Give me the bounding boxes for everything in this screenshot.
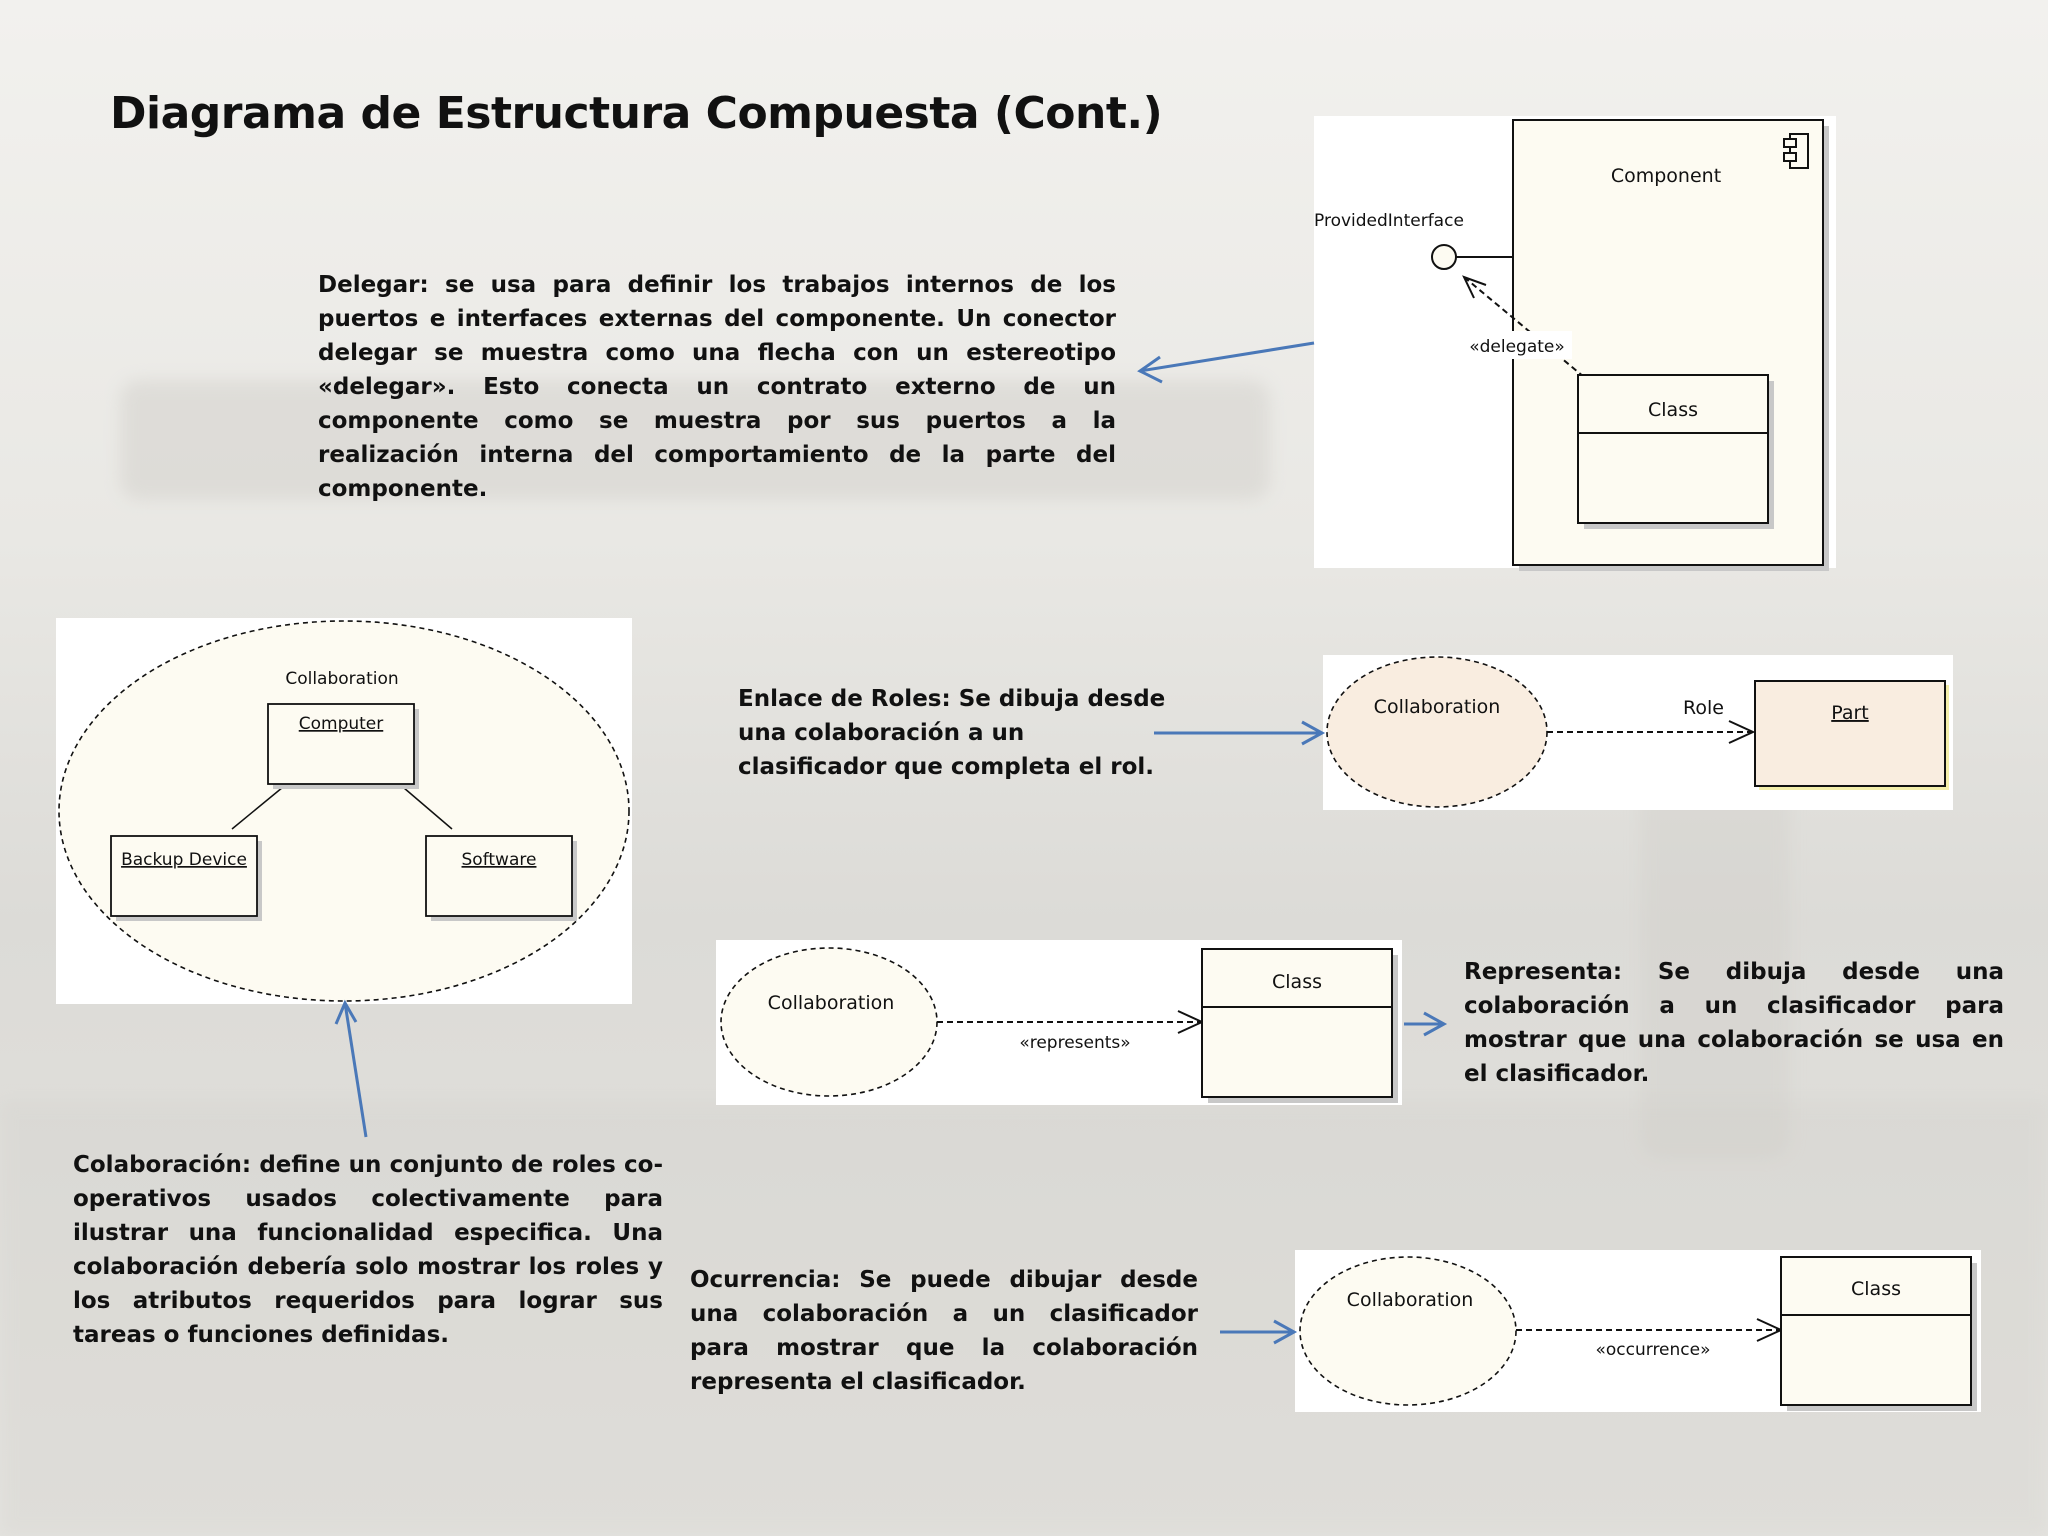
delegar-description: Delegar: se usa para definir los trabajos internos de los puertos e interfaces externas del componente. Un conector delegar se muestra como una flecha con un estereotipo «delegar». Esto conecta un contrato externo de un componente como se muestra por sus puertos a la realización interna del comportamiento de la parte del componente.	[318, 272, 1116, 502]
colaboracion-description: Colaboración: define un conjunto de roles co-operativos usados colectivamente para ilustrar una funcionalidad especifica. Una colaboración debería solo mostrar los roles y los atributos requeridos para lograr sus tareas o funciones definidas.	[73, 1152, 663, 1348]
class-label: Class	[1648, 399, 1698, 421]
role-binding-diagram	[1323, 655, 1953, 810]
represents-diagram	[716, 940, 1402, 1105]
part-label: Part	[1831, 702, 1869, 724]
component-label: Component	[1610, 165, 1722, 187]
collab-label: Collaboration	[1346, 1289, 1474, 1311]
page-title: Diagrama de Estructura Compuesta (Cont.)	[110, 88, 1163, 139]
representa-description: Representa: Se dibuja desde una colaboración a un clasificador para mostrar que una colaboración se usa en el clasificador.	[1464, 959, 2004, 1087]
svg-text:Software: Software	[461, 850, 537, 870]
part-software	[426, 836, 577, 921]
svg-text:Computer: Computer	[298, 714, 384, 734]
occurrence-stereotype: «occurrence»	[1595, 1340, 1711, 1360]
collaboration-diagram	[56, 618, 632, 1004]
represents-stereotype: «represents»	[1019, 1033, 1131, 1053]
svg-text:Backup Device: Backup Device	[121, 850, 247, 870]
class-box	[1578, 375, 1768, 523]
class-label: Class	[1851, 1278, 1901, 1300]
enlace-roles-description: Enlace de Roles: Se dibuja desde una colaboración a un clasificador que completa el rol.	[738, 686, 1166, 780]
collab-label: Collaboration	[1373, 696, 1501, 718]
occurrence-diagram	[1295, 1250, 1981, 1412]
collaboration-label: Collaboration	[285, 669, 399, 689]
class-label: Class	[1272, 971, 1322, 993]
ocurrencia-description: Ocurrencia: Se puede dibujar desde una colaboración a un clasificador para mostrar que la colaboración representa el clasificador.	[690, 1267, 1198, 1395]
delegate-diagram	[1314, 116, 1836, 568]
role-label: Role	[1683, 697, 1724, 719]
part-computer	[268, 704, 419, 789]
provided-interface-icon	[1432, 245, 1456, 269]
provided-interface-label: ProvidedInterface	[1314, 211, 1464, 231]
collab-label: Collaboration	[767, 992, 895, 1014]
part-backup-device	[111, 836, 262, 921]
part-box	[1755, 681, 1945, 786]
delegate-stereotype: «delegate»	[1469, 337, 1565, 357]
